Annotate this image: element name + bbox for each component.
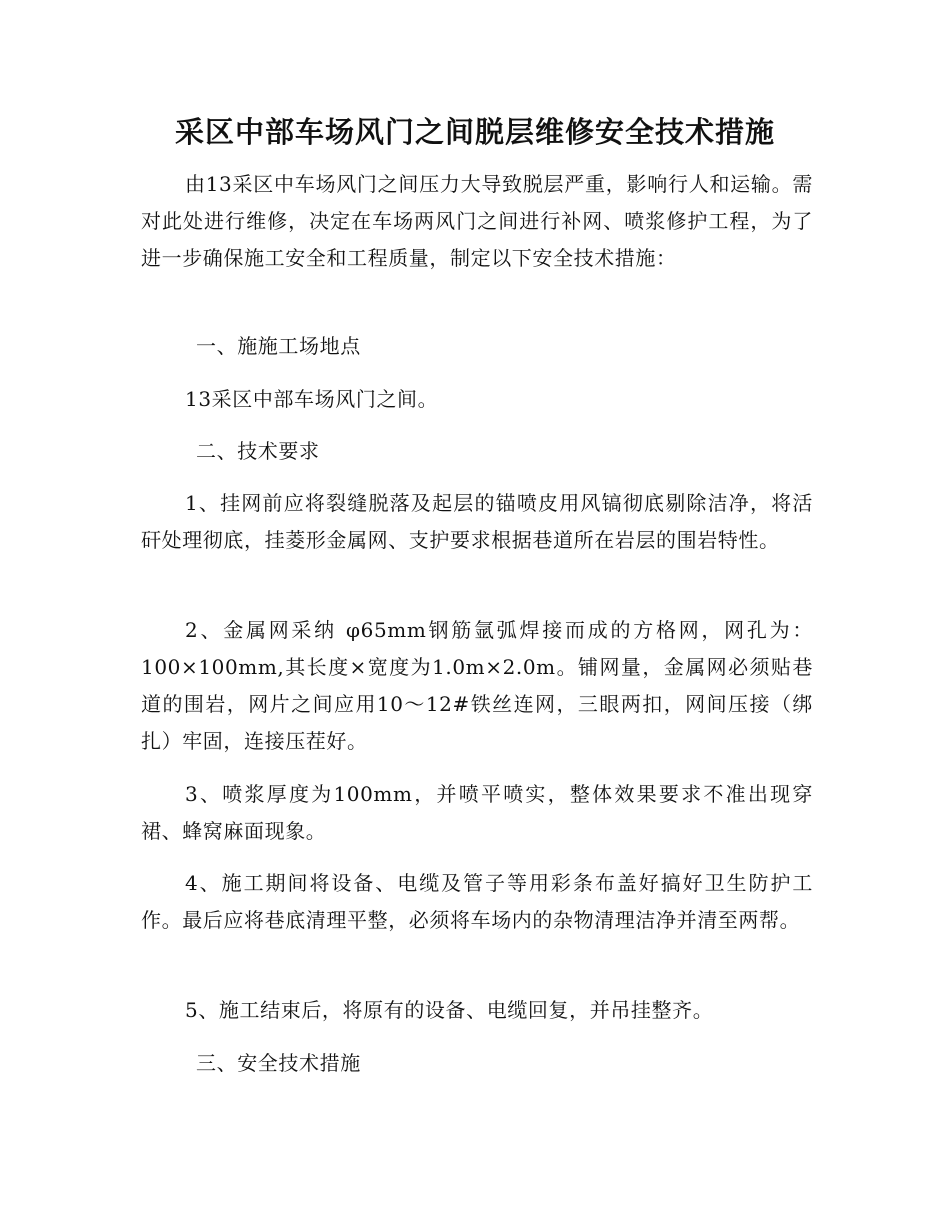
technical-item-1: 1、挂网前应将裂缝脱落及起层的锚喷皮用风镐彻底剔除洁净，将活矸处理彻底，挂菱形金属网、支护要求根据巷道所在岩层的围岩特性。 bbox=[141, 491, 813, 552]
technical-item-4: 4、施工期间将设备、电缆及管子等用彩条布盖好搞好卫生防护工作。最后应将巷底清理平整，必须将车场内的杂物清理洁净并清至两帮。 bbox=[141, 871, 813, 932]
technical-item-3: 3、喷浆厚度为100mm，并喷平喷实，整体效果要求不准出现穿裙、蜂窝麻面现象。 bbox=[141, 782, 813, 843]
technical-item-5: 5、施工结束后，将原有的设备、电缆回复，并吊挂整齐。 bbox=[185, 998, 714, 1022]
intro-paragraph: 由13采区中车场风门之间压力大导致脱层严重，影响行人和运输。需对此处进行维修，决定在车场两风门之间进行补网、喷浆修护工程，为了进一步确保施工安全和工程质量，制定以下安全技术措施： bbox=[141, 172, 813, 270]
technical-item-2: 2、金属网采纳 φ65mm钢筋氩弧焊接而成的方格网，网孔为：100×100mm,其长度×宽度为1.0m×2.0m。铺网量，金属网必须贴巷道的围岩，网片之间应用10～12#铁丝连网，三眼两扣，网间压接（绑扎）牢固，连接压茬好。 bbox=[141, 618, 813, 753]
document-title: 采区中部车场风门之间脱层维修安全技术措施 bbox=[174, 115, 775, 149]
section-heading-safety: 三、安全技术措施 bbox=[196, 1051, 361, 1075]
section-heading-technical: 二、技术要求 bbox=[196, 439, 320, 463]
section-heading-site: 一、施施工场地点 bbox=[196, 334, 361, 358]
site-paragraph: 13采区中部车场风门之间。 bbox=[185, 387, 439, 411]
